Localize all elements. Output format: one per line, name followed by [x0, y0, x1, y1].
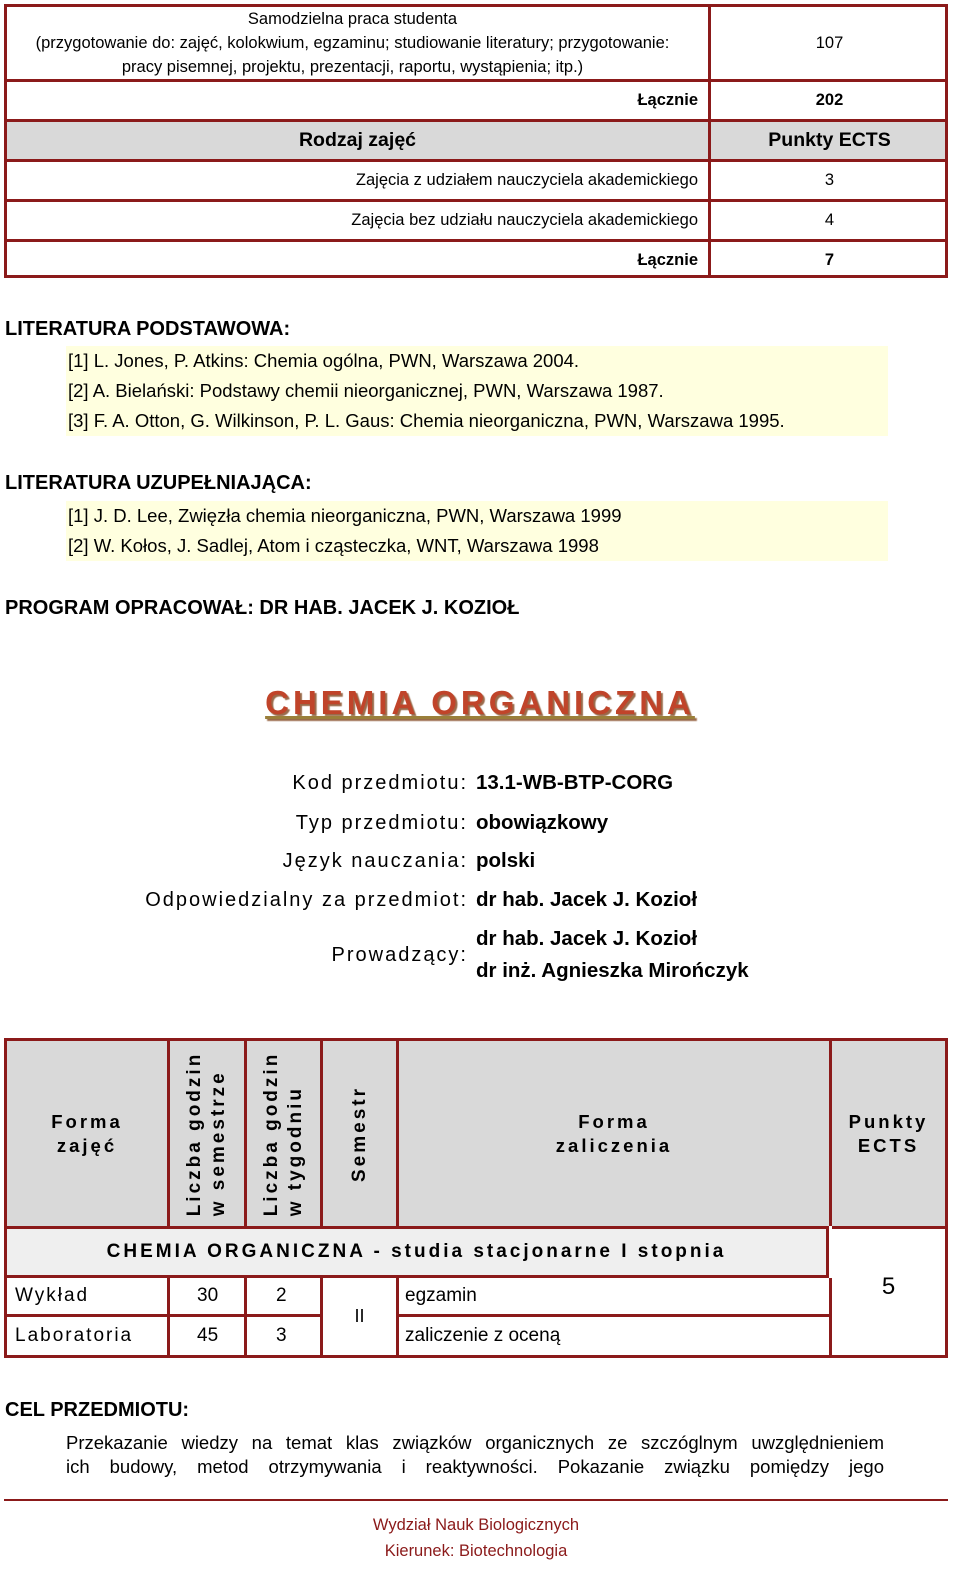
header-semester-text: Semestr [348, 1085, 370, 1182]
self-study-hours: 107 [815, 33, 844, 52]
list-item: [2] A. Bielański: Podstawy chemii nieorganicznej, PWN, Warszawa 1987. [68, 380, 664, 401]
course-code-value: 13.1-WB-BTP-CORG [476, 771, 674, 794]
header-ects: Punkty ECTS [768, 129, 891, 151]
ects-value: 5 [832, 1226, 945, 1355]
course-responsible-label: Odpowiedzialny za przedmiot: [145, 889, 468, 911]
row-assessment: egzamin [399, 1278, 832, 1317]
course-teachers-label: Prowadzący: [331, 944, 468, 966]
course-teacher: dr inż. Agnieszka Mirończyk [476, 959, 749, 982]
header-hours-week [247, 1041, 323, 1226]
footer-faculty: Wydział Nauk Biologicznych [372, 1516, 580, 1534]
ects-total-row [7, 242, 945, 278]
list-item: [3] F. A. Otton, G. Wilkinson, P. L. Gaus: Chemia nieorganiczna, PWN, Warszawa 1995. [68, 410, 785, 431]
table-row [7, 162, 945, 202]
workload-table [4, 4, 948, 278]
course-title: CHEMIA ORGANICZNA [265, 684, 695, 721]
objective-line: ich budowy, metod otrzymywania i reaktywności. Pokazanie związku pomiędzy jego [66, 1456, 884, 1477]
course-code-label: Kod przedmiotu: [292, 772, 468, 794]
row-hours-week: 3 [247, 1317, 323, 1355]
course-responsible-value: dr hab. Jacek J. Kozioł [476, 888, 698, 911]
course-teacher: dr hab. Jacek J. Kozioł [476, 927, 698, 950]
header-form [7, 1041, 170, 1226]
objective-text [66, 1431, 884, 1479]
course-type-value: obowiązkowy [476, 811, 609, 834]
literature-basic-title: LITERATURA PODSTAWOWA: [5, 318, 291, 340]
objective-title: CEL PRZEDMIOTU: [5, 1399, 190, 1421]
row-label: Zajęcia bez udziału nauczyciela akademickiego [7, 202, 711, 239]
row-value: 4 [824, 211, 835, 229]
course-type-label: Typ przedmiotu: [295, 812, 468, 834]
header-assessment-line: zaliczenia [555, 1134, 673, 1156]
self-study-line: (przygotowanie do: zajęć, kolokwium, egzaminu; studiowanie literatury; przygotowanie: [35, 34, 670, 52]
header-ects [832, 1041, 945, 1226]
header-class-type: Rodzaj zajęć [7, 122, 711, 159]
list-item: [1] L. Jones, P. Atkins: Chemia ogólna, PWN, Warszawa 2004. [68, 350, 580, 371]
header-hours-semester-line: w semestrze [208, 1069, 229, 1216]
literature-supplementary-title: LITERATURA UZUPEŁNIAJĄCA: [5, 472, 312, 494]
header-ects-line: Punkty [848, 1110, 929, 1132]
list-item: [1] J. D. Lee, Zwięzła chemia nieorganiczna, PWN, Warszawa 1999 [68, 505, 622, 526]
objective-line: Przekazanie wiedzy na temat klas związków organicznych ze szczóglnym uwzględnieniem [66, 1432, 884, 1453]
semester-value: II [323, 1278, 399, 1355]
table-row [7, 202, 945, 242]
course-language-value: polski [476, 849, 536, 872]
self-study-label [7, 7, 711, 79]
row-hours-semester: 30 [170, 1278, 247, 1317]
ects-total-label: Łącznie [7, 242, 711, 278]
row-hours-semester: 45 [170, 1317, 247, 1355]
course-language-label: Język nauczania: [282, 850, 468, 872]
row-label: Zajęcia z udziałem nauczyciela akademickiego [7, 162, 711, 199]
hours-total-value: 202 [815, 91, 844, 109]
program-author: PROGRAM OPRACOWAŁ: DR HAB. JACEK J. KOZIOŁ [5, 597, 520, 619]
header-assessment [399, 1041, 832, 1226]
header-assessment-line: Forma [578, 1110, 650, 1132]
literature-basic-list [66, 346, 888, 436]
header-hours-semester [170, 1041, 247, 1226]
literature-supplementary-list [66, 501, 888, 561]
schedule-table [4, 1038, 948, 1358]
row-form: Laboratoria [7, 1317, 170, 1355]
row-form: Wykład [7, 1278, 170, 1317]
study-mode-band: CHEMIA ORGANICZNA - studia stacjonarne I stopnia [7, 1226, 829, 1278]
header-form-line: Forma [51, 1110, 123, 1132]
self-study-line: pracy pisemnej, projektu, prezentacji, raportu, wystąpienia; itp.) [121, 58, 584, 76]
hours-total-label: Łącznie [7, 82, 711, 119]
self-study-line: Samodzielna praca studenta [247, 10, 458, 28]
ects-total-value: 7 [824, 250, 835, 269]
row-assessment: zaliczenie z oceną [399, 1317, 832, 1355]
list-item: [2] W. Kołos, J. Sadlej, Atom i cząsteczka, WNT, Warszawa 1998 [68, 535, 599, 556]
header-ects-line: ECTS [857, 1134, 920, 1156]
row-hours-week: 2 [247, 1278, 323, 1317]
ects-header-row [7, 122, 945, 162]
header-hours-week-line: w tygodniu [284, 1085, 306, 1216]
footer-divider [4, 1499, 948, 1501]
header-form-line: zajęć [56, 1134, 118, 1156]
header-hours-semester-line: Liczba godzin [184, 1051, 205, 1216]
footer-field: Kierunek: Biotechnologia [384, 1542, 568, 1560]
row-value: 3 [824, 171, 835, 189]
header-semester [323, 1041, 399, 1226]
hours-total-row [7, 82, 945, 122]
header-hours-week-line: Liczba godzin [260, 1051, 282, 1216]
self-study-row [7, 7, 945, 82]
